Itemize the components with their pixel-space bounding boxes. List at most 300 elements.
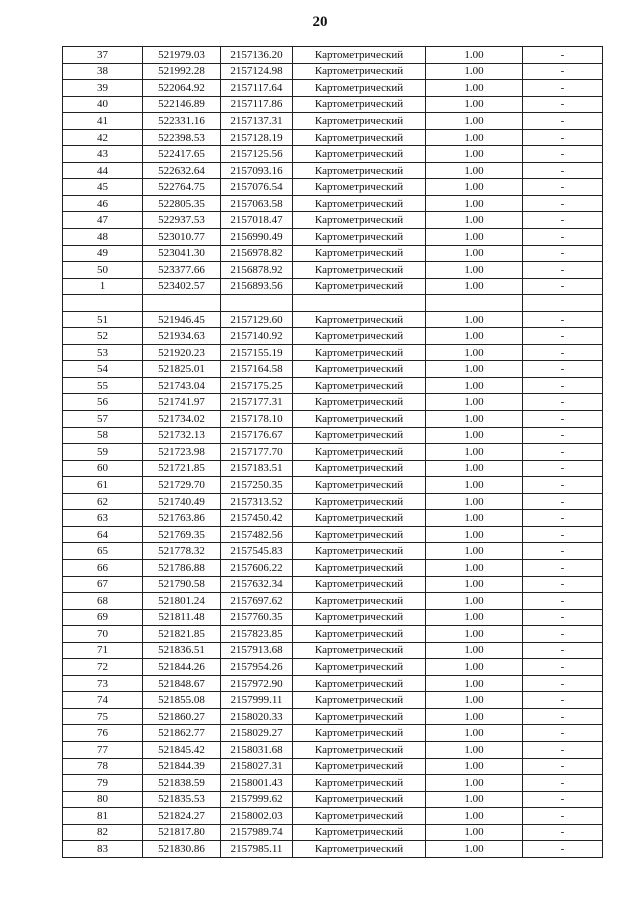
description-cell: -: [523, 113, 603, 130]
method-cell: Картометрический: [293, 278, 426, 295]
point-number-cell: 48: [63, 229, 143, 246]
method-cell: Картометрический: [293, 311, 426, 328]
point-number-cell: 76: [63, 725, 143, 742]
x-coordinate-cell: 522805.35: [143, 195, 221, 212]
point-number-cell: 60: [63, 460, 143, 477]
method-cell: Картометрический: [293, 113, 426, 130]
accuracy-cell: 1.00: [426, 377, 523, 394]
point-number-cell: 37: [63, 47, 143, 64]
table-row: [63, 229, 603, 246]
point-number-cell: 54: [63, 361, 143, 378]
description-cell: -: [523, 593, 603, 610]
table-row: [63, 344, 603, 361]
x-coordinate-cell: 523010.77: [143, 229, 221, 246]
y-coordinate-cell: 2157063.58: [221, 195, 293, 212]
accuracy-cell: 1.00: [426, 195, 523, 212]
accuracy-cell: 1.00: [426, 758, 523, 775]
point-number-cell: 50: [63, 262, 143, 279]
y-coordinate-cell: 2157140.92: [221, 328, 293, 345]
description-cell: -: [523, 626, 603, 643]
y-coordinate-cell: 2157129.60: [221, 311, 293, 328]
x-coordinate-cell: 521830.86: [143, 841, 221, 858]
description-cell: -: [523, 708, 603, 725]
point-number-cell: 55: [63, 377, 143, 394]
description-cell: -: [523, 344, 603, 361]
method-cell: Картометрический: [293, 741, 426, 758]
table-row: [63, 510, 603, 527]
x-coordinate-cell: 521855.08: [143, 692, 221, 709]
description-cell: -: [523, 262, 603, 279]
point-number-cell: 72: [63, 659, 143, 676]
accuracy-cell: 1.00: [426, 63, 523, 80]
x-coordinate-cell: 521741.97: [143, 394, 221, 411]
x-coordinate-cell: 521769.35: [143, 526, 221, 543]
method-cell: Картометрический: [293, 377, 426, 394]
y-coordinate-cell: 2157137.31: [221, 113, 293, 130]
method-cell: Картометрический: [293, 593, 426, 610]
y-coordinate-cell: 2158031.68: [221, 741, 293, 758]
x-coordinate-cell: 521743.04: [143, 377, 221, 394]
table-row: [63, 328, 603, 345]
table-row: [63, 129, 603, 146]
y-coordinate-cell: [221, 295, 293, 312]
table-row: [63, 195, 603, 212]
y-coordinate-cell: 2156978.82: [221, 245, 293, 262]
table-row: [63, 295, 603, 312]
accuracy-cell: 1.00: [426, 47, 523, 64]
point-number-cell: [63, 295, 143, 312]
point-number-cell: 39: [63, 80, 143, 97]
x-coordinate-cell: 521992.28: [143, 63, 221, 80]
description-cell: -: [523, 129, 603, 146]
table-row: [63, 460, 603, 477]
method-cell: Картометрический: [293, 692, 426, 709]
point-number-cell: 68: [63, 593, 143, 610]
x-coordinate-cell: 521934.63: [143, 328, 221, 345]
accuracy-cell: 1.00: [426, 824, 523, 841]
x-coordinate-cell: 523041.30: [143, 245, 221, 262]
method-cell: Картометрический: [293, 179, 426, 196]
method-cell: Картометрический: [293, 559, 426, 576]
accuracy-cell: 1.00: [426, 775, 523, 792]
method-cell: Картометрический: [293, 361, 426, 378]
description-cell: -: [523, 80, 603, 97]
x-coordinate-cell: 522146.89: [143, 96, 221, 113]
y-coordinate-cell: 2157178.10: [221, 411, 293, 428]
method-cell: Картометрический: [293, 675, 426, 692]
point-number-cell: 78: [63, 758, 143, 775]
x-coordinate-cell: 521763.86: [143, 510, 221, 527]
table-row: [63, 593, 603, 610]
point-number-cell: 79: [63, 775, 143, 792]
x-coordinate-cell: 522937.53: [143, 212, 221, 229]
y-coordinate-cell: 2157175.25: [221, 377, 293, 394]
point-number-cell: 64: [63, 526, 143, 543]
description-cell: -: [523, 47, 603, 64]
table-row: [63, 179, 603, 196]
point-number-cell: 38: [63, 63, 143, 80]
description-cell: -: [523, 526, 603, 543]
table-row: [63, 63, 603, 80]
point-number-cell: 67: [63, 576, 143, 593]
y-coordinate-cell: 2157913.68: [221, 642, 293, 659]
y-coordinate-cell: 2157482.56: [221, 526, 293, 543]
description-cell: -: [523, 195, 603, 212]
x-coordinate-cell: 521732.13: [143, 427, 221, 444]
method-cell: Картометрический: [293, 344, 426, 361]
point-number-cell: 83: [63, 841, 143, 858]
description-cell: -: [523, 96, 603, 113]
table-row: [63, 262, 603, 279]
x-coordinate-cell: 521721.85: [143, 460, 221, 477]
x-coordinate-cell: 521801.24: [143, 593, 221, 610]
accuracy-cell: 1.00: [426, 526, 523, 543]
method-cell: Картометрический: [293, 411, 426, 428]
method-cell: Картометрический: [293, 841, 426, 858]
table-row: [63, 741, 603, 758]
x-coordinate-cell: 521778.32: [143, 543, 221, 560]
table-row: [63, 361, 603, 378]
table-row: [63, 377, 603, 394]
x-coordinate-cell: 521790.58: [143, 576, 221, 593]
description-cell: -: [523, 493, 603, 510]
description-cell: -: [523, 609, 603, 626]
method-cell: Картометрический: [293, 195, 426, 212]
y-coordinate-cell: 2157128.19: [221, 129, 293, 146]
point-number-cell: 63: [63, 510, 143, 527]
x-coordinate-cell: 521825.01: [143, 361, 221, 378]
y-coordinate-cell: 2158002.03: [221, 808, 293, 825]
point-number-cell: 77: [63, 741, 143, 758]
table-row: [63, 791, 603, 808]
y-coordinate-cell: 2157177.70: [221, 444, 293, 461]
x-coordinate-cell: 521817.80: [143, 824, 221, 841]
x-coordinate-cell: 521723.98: [143, 444, 221, 461]
table-row: [63, 808, 603, 825]
method-cell: Картометрический: [293, 642, 426, 659]
description-cell: -: [523, 808, 603, 825]
table-row: [63, 758, 603, 775]
method-cell: Картометрический: [293, 394, 426, 411]
method-cell: Картометрический: [293, 162, 426, 179]
accuracy-cell: 1.00: [426, 179, 523, 196]
accuracy-cell: 1.00: [426, 278, 523, 295]
point-number-cell: 66: [63, 559, 143, 576]
x-coordinate-cell: 521786.88: [143, 559, 221, 576]
y-coordinate-cell: 2157117.64: [221, 80, 293, 97]
description-cell: -: [523, 675, 603, 692]
method-cell: Картометрический: [293, 47, 426, 64]
method-cell: Картометрический: [293, 229, 426, 246]
table-row: [63, 146, 603, 163]
x-coordinate-cell: 521734.02: [143, 411, 221, 428]
description-cell: -: [523, 725, 603, 742]
table-row: [63, 245, 603, 262]
method-cell: Картометрический: [293, 609, 426, 626]
table-row: [63, 841, 603, 858]
table-row: [63, 659, 603, 676]
point-number-cell: 41: [63, 113, 143, 130]
y-coordinate-cell: 2157164.58: [221, 361, 293, 378]
accuracy-cell: 1.00: [426, 576, 523, 593]
x-coordinate-cell: 521740.49: [143, 493, 221, 510]
y-coordinate-cell: 2156893.56: [221, 278, 293, 295]
y-coordinate-cell: 2157760.35: [221, 609, 293, 626]
x-coordinate-cell: 522764.75: [143, 179, 221, 196]
description-cell: -: [523, 245, 603, 262]
table-row: [63, 642, 603, 659]
description-cell: -: [523, 775, 603, 792]
accuracy-cell: 1.00: [426, 245, 523, 262]
accuracy-cell: 1.00: [426, 212, 523, 229]
description-cell: -: [523, 311, 603, 328]
accuracy-cell: 1.00: [426, 344, 523, 361]
table-body: [63, 47, 603, 858]
accuracy-cell: 1.00: [426, 642, 523, 659]
y-coordinate-cell: 2157155.19: [221, 344, 293, 361]
description-cell: -: [523, 146, 603, 163]
x-coordinate-cell: 521821.85: [143, 626, 221, 643]
accuracy-cell: 1.00: [426, 477, 523, 494]
x-coordinate-cell: 521920.23: [143, 344, 221, 361]
description-cell: -: [523, 427, 603, 444]
y-coordinate-cell: 2157985.11: [221, 841, 293, 858]
point-number-cell: 71: [63, 642, 143, 659]
method-cell: Картометрический: [293, 708, 426, 725]
method-cell: Картометрический: [293, 725, 426, 742]
table-row: [63, 775, 603, 792]
x-coordinate-cell: [143, 295, 221, 312]
x-coordinate-cell: 521979.03: [143, 47, 221, 64]
y-coordinate-cell: 2157606.22: [221, 559, 293, 576]
table-row: [63, 411, 603, 428]
x-coordinate-cell: 522632.64: [143, 162, 221, 179]
accuracy-cell: 1.00: [426, 146, 523, 163]
y-coordinate-cell: 2157545.83: [221, 543, 293, 560]
description-cell: -: [523, 758, 603, 775]
x-coordinate-cell: 521848.67: [143, 675, 221, 692]
description-cell: -: [523, 460, 603, 477]
page-number: 20: [312, 14, 328, 30]
description-cell: -: [523, 510, 603, 527]
method-cell: Картометрический: [293, 510, 426, 527]
point-number-cell: 53: [63, 344, 143, 361]
table-row: [63, 311, 603, 328]
accuracy-cell: 1.00: [426, 427, 523, 444]
y-coordinate-cell: 2157176.67: [221, 427, 293, 444]
description-cell: -: [523, 179, 603, 196]
method-cell: [293, 295, 426, 312]
point-number-cell: 42: [63, 129, 143, 146]
y-coordinate-cell: 2157999.11: [221, 692, 293, 709]
y-coordinate-cell: 2156990.49: [221, 229, 293, 246]
description-cell: -: [523, 477, 603, 494]
accuracy-cell: 1.00: [426, 113, 523, 130]
x-coordinate-cell: 521946.45: [143, 311, 221, 328]
method-cell: Картометрический: [293, 493, 426, 510]
description-cell: -: [523, 659, 603, 676]
table-row: [63, 708, 603, 725]
method-cell: Картометрический: [293, 96, 426, 113]
accuracy-cell: 1.00: [426, 162, 523, 179]
x-coordinate-cell: 521860.27: [143, 708, 221, 725]
description-cell: -: [523, 229, 603, 246]
point-number-cell: 69: [63, 609, 143, 626]
description-cell: -: [523, 361, 603, 378]
accuracy-cell: 1.00: [426, 129, 523, 146]
point-number-cell: 70: [63, 626, 143, 643]
x-coordinate-cell: 521835.53: [143, 791, 221, 808]
table-row: [63, 96, 603, 113]
description-cell: [523, 295, 603, 312]
point-number-cell: 82: [63, 824, 143, 841]
point-number-cell: 1: [63, 278, 143, 295]
x-coordinate-cell: 522331.16: [143, 113, 221, 130]
x-coordinate-cell: 521729.70: [143, 477, 221, 494]
point-number-cell: 46: [63, 195, 143, 212]
table-row: [63, 394, 603, 411]
point-number-cell: 51: [63, 311, 143, 328]
y-coordinate-cell: 2157136.20: [221, 47, 293, 64]
accuracy-cell: 1.00: [426, 725, 523, 742]
x-coordinate-cell: 522064.92: [143, 80, 221, 97]
x-coordinate-cell: 521836.51: [143, 642, 221, 659]
table-row: [63, 427, 603, 444]
table-row: [63, 162, 603, 179]
method-cell: Картометрический: [293, 129, 426, 146]
point-number-cell: 80: [63, 791, 143, 808]
method-cell: Картометрический: [293, 212, 426, 229]
accuracy-cell: 1.00: [426, 411, 523, 428]
method-cell: Картометрический: [293, 775, 426, 792]
accuracy-cell: 1.00: [426, 510, 523, 527]
method-cell: Картометрический: [293, 824, 426, 841]
point-number-cell: 65: [63, 543, 143, 560]
table-row: [63, 543, 603, 560]
description-cell: -: [523, 692, 603, 709]
y-coordinate-cell: 2157177.31: [221, 394, 293, 411]
accuracy-cell: 1.00: [426, 543, 523, 560]
accuracy-cell: 1.00: [426, 311, 523, 328]
point-number-cell: 58: [63, 427, 143, 444]
accuracy-cell: 1.00: [426, 328, 523, 345]
description-cell: -: [523, 444, 603, 461]
accuracy-cell: 1.00: [426, 460, 523, 477]
point-number-cell: 73: [63, 675, 143, 692]
y-coordinate-cell: 2157450.42: [221, 510, 293, 527]
description-cell: -: [523, 576, 603, 593]
description-cell: -: [523, 411, 603, 428]
description-cell: -: [523, 642, 603, 659]
accuracy-cell: 1.00: [426, 741, 523, 758]
table-row: [63, 477, 603, 494]
table-row: [63, 278, 603, 295]
x-coordinate-cell: 522417.65: [143, 146, 221, 163]
accuracy-cell: 1.00: [426, 559, 523, 576]
y-coordinate-cell: 2158020.33: [221, 708, 293, 725]
y-coordinate-cell: 2157989.74: [221, 824, 293, 841]
y-coordinate-cell: 2157124.98: [221, 63, 293, 80]
accuracy-cell: 1.00: [426, 609, 523, 626]
method-cell: Картометрический: [293, 526, 426, 543]
table-row: [63, 626, 603, 643]
table-row: [63, 725, 603, 742]
accuracy-cell: 1.00: [426, 493, 523, 510]
method-cell: Картометрический: [293, 444, 426, 461]
y-coordinate-cell: 2157117.86: [221, 96, 293, 113]
description-cell: -: [523, 791, 603, 808]
x-coordinate-cell: 523402.57: [143, 278, 221, 295]
table-row: [63, 692, 603, 709]
table-row: [63, 493, 603, 510]
x-coordinate-cell: 521838.59: [143, 775, 221, 792]
y-coordinate-cell: 2158027.31: [221, 758, 293, 775]
table-row: [63, 576, 603, 593]
description-cell: -: [523, 162, 603, 179]
x-coordinate-cell: 521844.26: [143, 659, 221, 676]
description-cell: -: [523, 841, 603, 858]
point-number-cell: 74: [63, 692, 143, 709]
method-cell: Картометрический: [293, 758, 426, 775]
y-coordinate-cell: 2157954.26: [221, 659, 293, 676]
method-cell: Картометрический: [293, 808, 426, 825]
y-coordinate-cell: 2158029.27: [221, 725, 293, 742]
y-coordinate-cell: 2157093.16: [221, 162, 293, 179]
point-number-cell: 40: [63, 96, 143, 113]
accuracy-cell: 1.00: [426, 808, 523, 825]
y-coordinate-cell: 2157972.90: [221, 675, 293, 692]
accuracy-cell: [426, 295, 523, 312]
description-cell: -: [523, 824, 603, 841]
y-coordinate-cell: 2156878.92: [221, 262, 293, 279]
method-cell: Картометрический: [293, 427, 426, 444]
accuracy-cell: 1.00: [426, 444, 523, 461]
point-number-cell: 59: [63, 444, 143, 461]
description-cell: -: [523, 543, 603, 560]
point-number-cell: 44: [63, 162, 143, 179]
x-coordinate-cell: 521824.27: [143, 808, 221, 825]
x-coordinate-cell: 521845.42: [143, 741, 221, 758]
accuracy-cell: 1.00: [426, 229, 523, 246]
description-cell: -: [523, 377, 603, 394]
y-coordinate-cell: 2157823.85: [221, 626, 293, 643]
method-cell: Картометрический: [293, 80, 426, 97]
y-coordinate-cell: 2157183.51: [221, 460, 293, 477]
point-number-cell: 61: [63, 477, 143, 494]
x-coordinate-cell: 521844.39: [143, 758, 221, 775]
y-coordinate-cell: 2157313.52: [221, 493, 293, 510]
accuracy-cell: 1.00: [426, 791, 523, 808]
accuracy-cell: 1.00: [426, 96, 523, 113]
method-cell: Картометрический: [293, 791, 426, 808]
table-row: [63, 212, 603, 229]
accuracy-cell: 1.00: [426, 394, 523, 411]
method-cell: Картометрический: [293, 659, 426, 676]
table-row: [63, 113, 603, 130]
description-cell: -: [523, 278, 603, 295]
point-number-cell: 45: [63, 179, 143, 196]
y-coordinate-cell: 2157632.34: [221, 576, 293, 593]
table-row: [63, 444, 603, 461]
point-number-cell: 47: [63, 212, 143, 229]
accuracy-cell: 1.00: [426, 708, 523, 725]
description-cell: -: [523, 212, 603, 229]
point-number-cell: 43: [63, 146, 143, 163]
y-coordinate-cell: 2157125.56: [221, 146, 293, 163]
point-number-cell: 57: [63, 411, 143, 428]
method-cell: Картометрический: [293, 146, 426, 163]
y-coordinate-cell: 2157999.62: [221, 791, 293, 808]
